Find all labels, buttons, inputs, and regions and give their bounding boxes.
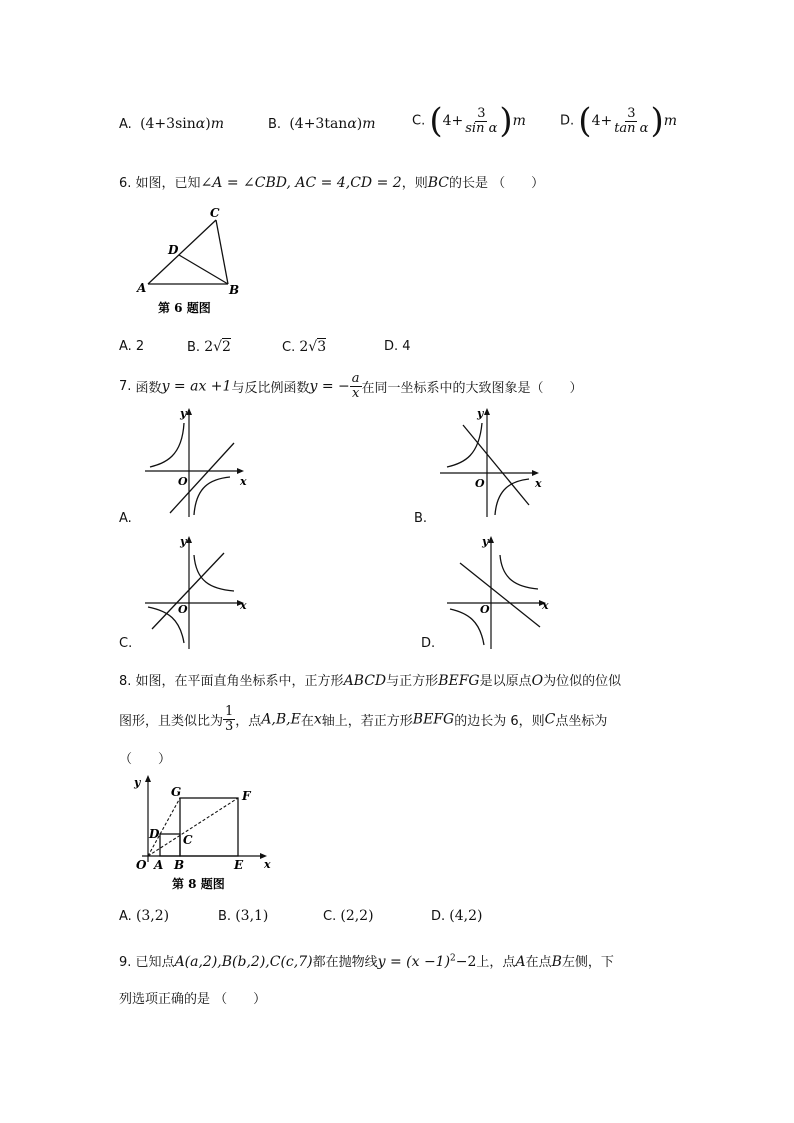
q9-stem-line1: 9. 已知点A(a,2),B(b,2),C(c,7)都在抛物线$y = (x -1)^2-2$上，点A在点B左侧，下 xyxy=(119,953,614,970)
linear-graph xyxy=(460,563,540,627)
label-e: E xyxy=(234,858,244,872)
linear-graph xyxy=(152,553,224,629)
hyperbola-branch xyxy=(194,555,234,591)
hyperbola-branch xyxy=(194,477,230,515)
hyperbola-branch xyxy=(500,555,538,589)
linear-graph xyxy=(463,425,529,505)
y-axis-arrow xyxy=(145,775,151,782)
label-c: C xyxy=(183,833,193,847)
q7-option-b: B. xyxy=(414,511,428,526)
q6-segment-db xyxy=(179,255,228,284)
origin-label: O xyxy=(178,475,188,488)
q6-label-c: C xyxy=(210,206,220,220)
y-axis-arrow xyxy=(186,536,192,543)
x-label: x xyxy=(264,858,271,871)
hyperbola-branch xyxy=(450,609,484,645)
q6-option-a: A. 2 xyxy=(119,339,145,354)
x-label: x xyxy=(535,477,542,490)
q6-label-a: A xyxy=(137,281,147,295)
q6-option-b: B. 2√2 xyxy=(187,339,231,355)
label-g: G xyxy=(171,785,182,799)
q5-option-d: D. (4+ $\frac{3}{\text{tan α}}$ )m xyxy=(560,101,678,141)
q7-graph-b xyxy=(435,405,547,520)
origin-label: O xyxy=(475,477,485,490)
y-label: y xyxy=(180,407,187,420)
y-axis-arrow xyxy=(186,408,192,415)
x-axis-arrow xyxy=(532,470,539,476)
origin-label: O xyxy=(480,603,490,616)
origin-label: O xyxy=(178,603,188,616)
q8-squares-figure xyxy=(128,772,276,896)
x-label: x xyxy=(240,475,247,488)
q6-side-ac xyxy=(148,220,216,284)
q6-figure-caption: 第 6 题图 xyxy=(158,301,211,315)
q8-option-a: A. (3,2) xyxy=(119,908,170,924)
q7-option-d: D. xyxy=(421,636,436,651)
x-axis-arrow xyxy=(237,468,244,474)
y-label: y xyxy=(180,535,187,548)
q5-option-b: B. (4+3tanα)m xyxy=(268,116,376,132)
y-label: y xyxy=(482,535,489,548)
q7-graph-a xyxy=(140,405,252,520)
q6-triangle-figure xyxy=(136,204,256,316)
q6-label-b: B xyxy=(229,283,240,297)
q7-option-c: C. xyxy=(119,636,133,651)
x-label: x xyxy=(240,599,247,612)
q8-figure-caption: 第 8 题图 xyxy=(172,877,225,891)
q7-graph-d xyxy=(442,533,554,651)
label-a: A xyxy=(154,858,164,872)
label-f: F xyxy=(242,789,251,803)
q8-option-c: C. (2,2) xyxy=(323,908,374,924)
q9-stem-line2: 列选项正确的是 （ ） xyxy=(119,992,267,1007)
y-label: y xyxy=(134,776,141,789)
q8-option-d: D. (4,2) xyxy=(431,908,483,924)
q6-option-d: D. 4 xyxy=(384,339,411,354)
q6-side-cb xyxy=(216,220,228,284)
q8-option-b: B. (3,1) xyxy=(218,908,269,924)
dashed-ray-of xyxy=(148,798,238,856)
q7-option-a: A. xyxy=(119,511,132,526)
q7-stem: 7. 函数y = ax +1与反比例函数y = − $\frac{a}{x}$ 在同一坐标系中的大致图象是（ ） xyxy=(119,371,583,401)
y-axis-arrow xyxy=(484,408,490,415)
q8-stem-line3: （ ） xyxy=(119,752,172,767)
q6-label-d: D xyxy=(168,243,179,257)
y-axis-arrow xyxy=(488,536,494,543)
q6-option-c: C. 2√3 xyxy=(282,339,327,355)
q7-graph-c xyxy=(140,533,252,651)
q8-stem-line1: 8. 如图，在平面直角坐标系中，正方形ABCD与正方形BEFG是以原点O为位似的位似 xyxy=(119,673,622,689)
label-o: O xyxy=(136,858,147,872)
hyperbola-branch xyxy=(447,423,482,467)
q8-stem-line2: 图形，且类似比为 $\frac{1}{3}$ ，点A,B,E在x轴上，若正方形BEFG的边长为 6，则C点坐标为 xyxy=(119,704,608,734)
hyperbola-branch xyxy=(150,423,184,467)
y-label: y xyxy=(477,407,484,420)
square-befg xyxy=(180,798,238,856)
q5-option-c: C. (4+ $\frac{3}{\text{sin α}}$ )m xyxy=(412,101,526,141)
label-d: D xyxy=(149,827,160,841)
q6-stem: 6. 如图，已知∠A = ∠CBD, AC = 4,CD = 2，则BC的长是 （ ） xyxy=(119,175,545,191)
q5-option-a: A. (4+3sinα)m xyxy=(119,116,224,132)
label-b: B xyxy=(174,858,185,872)
x-label: x xyxy=(542,599,549,612)
square-abcd xyxy=(160,834,180,856)
